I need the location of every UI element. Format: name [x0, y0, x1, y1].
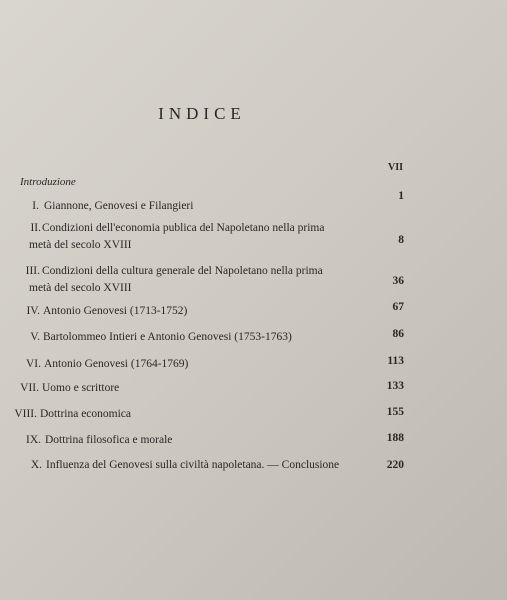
entry-page: 188 — [386, 432, 404, 444]
entry-number: III. — [25, 265, 40, 277]
entry-page: 36 — [392, 275, 404, 287]
entry-title: Condizioni della cultura generale del Napoletano nella prima — [42, 265, 323, 277]
intro-page-number: VII — [387, 162, 403, 173]
entry-page: 86 — [392, 328, 404, 340]
entry-page: 220 — [386, 459, 404, 471]
entry-number: I. — [32, 200, 39, 212]
entry-title-continued: metà del secolo XVIII — [29, 282, 132, 294]
entry-title: Antonio Genovesi (1713-1752) — [43, 305, 188, 317]
entry-title: Uomo e scrittore — [42, 382, 120, 394]
entry-title: Dottrina economica — [40, 408, 132, 420]
entry-number: IX. — [25, 434, 41, 446]
entry-title: Giannone, Genovesi e Filangieri — [44, 200, 194, 212]
entry-title: Bartolommeo Intieri e Antonio Genovesi (1753-1763) — [43, 331, 292, 343]
entry-page: 155 — [386, 406, 404, 418]
intro-label: Introduzione — [20, 176, 76, 188]
entry-number: VI. — [25, 358, 41, 370]
entry-page: 1 — [398, 190, 404, 202]
entry-number: II. — [30, 222, 41, 234]
entry-title-continued: metà del secolo XVIII — [29, 239, 132, 251]
entry-number: V. — [30, 331, 40, 343]
entry-number: VIII. — [14, 408, 37, 420]
entry-number: IV. — [26, 305, 40, 317]
entry-title: Influenza del Genovesi sulla civiltà napoletana. — Conclusione — [46, 459, 340, 471]
entry-page: 67 — [392, 301, 404, 313]
entry-page: 8 — [398, 234, 404, 246]
entry-title: Condizioni dell'economia publica del Napoletano nella prima — [42, 222, 325, 234]
entry-title: Dottrina filosofica e morale — [45, 434, 173, 446]
entry-page: 113 — [387, 355, 404, 367]
entry-number: VII. — [20, 382, 39, 394]
entry-page: 133 — [386, 380, 404, 392]
entry-number: X. — [30, 459, 42, 471]
index-title: INDICE — [158, 104, 246, 123]
entry-title: Antonio Genovesi (1764-1769) — [44, 358, 189, 370]
